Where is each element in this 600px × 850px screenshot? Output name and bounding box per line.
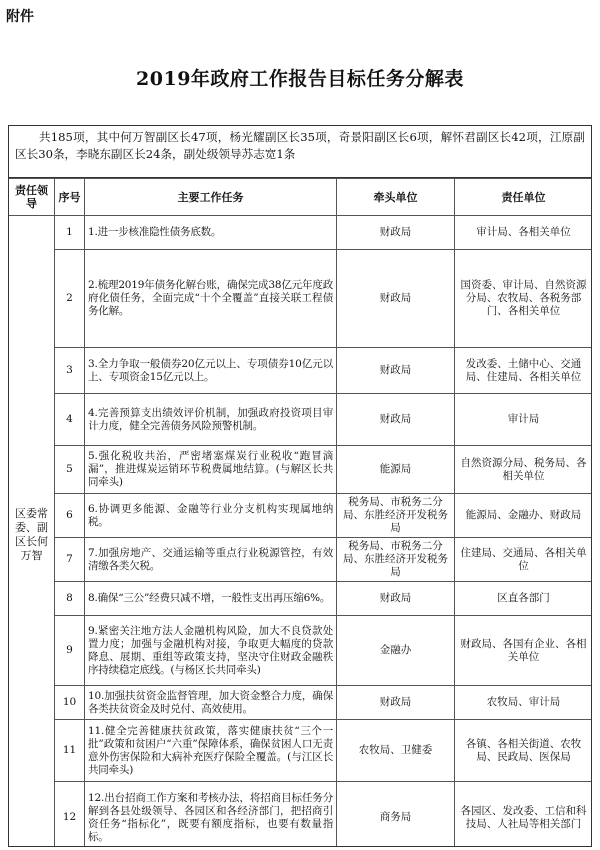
cell-num: 2 [55, 250, 85, 348]
table-row [9, 686, 593, 720]
cell-lead-unit: 财政局 [337, 348, 455, 394]
cell-task: 12.出台招商工作方案和考核办法，将招商目标任务分解到各县处级领导、各园区和各经济部门，把招商引资任务“指标化”，既要有额度指标，也要有数量指标。 [85, 782, 337, 848]
cell-task: 3.全力争取一般债券20亿元以上、专项债券10亿元以上、专项资金15亿元以上。 [85, 348, 337, 394]
cell-num: 5 [55, 446, 85, 494]
cell-resp-unit: 区直各部门 [455, 582, 593, 616]
header-num: 序号 [55, 179, 85, 216]
cell-resp-unit: 住建局、交通局、各相关单位 [455, 538, 593, 582]
header-leader: 责任领导 [9, 179, 55, 216]
cell-lead-unit: 农牧局、卫健委 [337, 720, 455, 782]
header-task: 主要工作任务 [85, 179, 337, 216]
cell-task: 1.进一步核准隐性债务底数。 [85, 216, 337, 250]
header-resp-unit: 责任单位 [455, 179, 593, 216]
cell-num: 7 [55, 538, 85, 582]
cell-num: 12 [55, 782, 85, 848]
table-row [9, 582, 593, 616]
table-header-row [9, 179, 593, 216]
cell-lead-unit: 财政局 [337, 216, 455, 250]
cell-task: 11.健全完善健康扶贫政策，落实健康扶贫“三个一批”政策和贫困户“六重”保障体系，确保贫困人口无责意外伤害保险和大病补充医疗保险全覆盖。(与江区长共同牵头) [85, 720, 337, 782]
cell-num: 11 [55, 720, 85, 782]
table-row [9, 216, 593, 250]
task-table [8, 178, 592, 847]
cell-resp-unit: 农牧局、审计局 [455, 686, 593, 720]
cell-lead-unit: 税务局、市税务二分局、东胜经济开发税务局 [337, 538, 455, 582]
cell-resp-unit: 各镇、各相关街道、农牧局、民政局、医保局 [455, 720, 593, 782]
cell-lead-unit: 财政局 [337, 250, 455, 348]
cell-num: 3 [55, 348, 85, 394]
table-row [9, 494, 593, 538]
cell-resp-unit: 发改委、土储中心、交通局、住建局、各相关单位 [455, 348, 593, 394]
cell-num: 8 [55, 582, 85, 616]
cell-num: 9 [55, 616, 85, 686]
cell-lead-unit: 财政局 [337, 394, 455, 446]
cell-num: 4 [55, 394, 85, 446]
leader-cell: 区委常委、副区长何万智 [9, 216, 55, 848]
cell-lead-unit: 税务局、市税务二分局、东胜经济开发税务局 [337, 494, 455, 538]
cell-task: 10.加强扶贫资金监督管理，加大资金整合力度，确保各类扶贫资金及时兑付、高效使用。 [85, 686, 337, 720]
table-row [9, 394, 593, 446]
cell-task: 9.紧密关注地方法人金融机构风险，加大不良贷款处置力度；加强与金融机构对接，争取更大幅度的贷款降息、展期、重组等政策支持，坚决守住财政金融秩序持续稳定底线。(与杨区长共同牵头) [85, 616, 337, 686]
cell-task: 6.协调更多能源、金融等行业分支机构实现属地纳税。 [85, 494, 337, 538]
table-row [9, 782, 593, 848]
summary-text: 共185项，其中何万智副区长47项，杨光耀副区长35项，奇景阳副区长6项，解怀君副区长42项，江原副区长30条，李晓东副区长24条，副处级领导苏志宽1条 [9, 126, 591, 178]
cell-resp-unit: 自然资源分局、税务局、各相关单位 [455, 446, 593, 494]
table-body [9, 216, 593, 848]
header-lead-unit: 牵头单位 [337, 179, 455, 216]
cell-resp-unit: 审计局 [455, 394, 593, 446]
attachment-label: 附件 [6, 9, 34, 25]
cell-task: 8.确保“三公”经费只减不增，一般性支出再压缩6%。 [85, 582, 337, 616]
cell-resp-unit: 能源局、金融办、财政局 [455, 494, 593, 538]
task-table-frame [8, 125, 592, 847]
table-row [9, 616, 593, 686]
cell-lead-unit: 财政局 [337, 686, 455, 720]
cell-num: 6 [55, 494, 85, 538]
cell-lead-unit: 商务局 [337, 782, 455, 848]
cell-resp-unit: 各园区、发改委、工信和科技局、人社局等相关部门 [455, 782, 593, 848]
cell-num: 1 [55, 216, 85, 250]
cell-lead-unit: 金融办 [337, 616, 455, 686]
table-row [9, 446, 593, 494]
cell-resp-unit: 财政局、各国有企业、各相关单位 [455, 616, 593, 686]
page-title: 2019年政府工作报告目标任务分解表 [136, 68, 464, 90]
cell-num: 10 [55, 686, 85, 720]
table-row [9, 250, 593, 348]
cell-lead-unit: 能源局 [337, 446, 455, 494]
cell-task: 4.完善预算支出绩效评价机制，加强政府投资项目审计力度，健全完善债务风险预警机制。 [85, 394, 337, 446]
table-row [9, 720, 593, 782]
cell-resp-unit: 国资委、审计局、自然资源分局、农牧局、各税务部门、各相关单位 [455, 250, 593, 348]
table-row [9, 538, 593, 582]
cell-resp-unit: 审计局、各相关单位 [455, 216, 593, 250]
cell-task: 5.强化税收共治，严密堵塞煤炭行业税收“跑冒滴漏”，推进煤炭运销环节税费属地结算。(与解区长共同牵头) [85, 446, 337, 494]
cell-lead-unit: 财政局 [337, 582, 455, 616]
cell-task: 7.加强房地产、交通运输等重点行业税源管控，有效清缴各类欠税。 [85, 538, 337, 582]
cell-task: 2.梳理2019年债务化解台账，确保完成38亿元年度政府化债任务，全面完成“十个全覆盖”直接关联工程债务化解。 [85, 250, 337, 348]
table-row [9, 348, 593, 394]
